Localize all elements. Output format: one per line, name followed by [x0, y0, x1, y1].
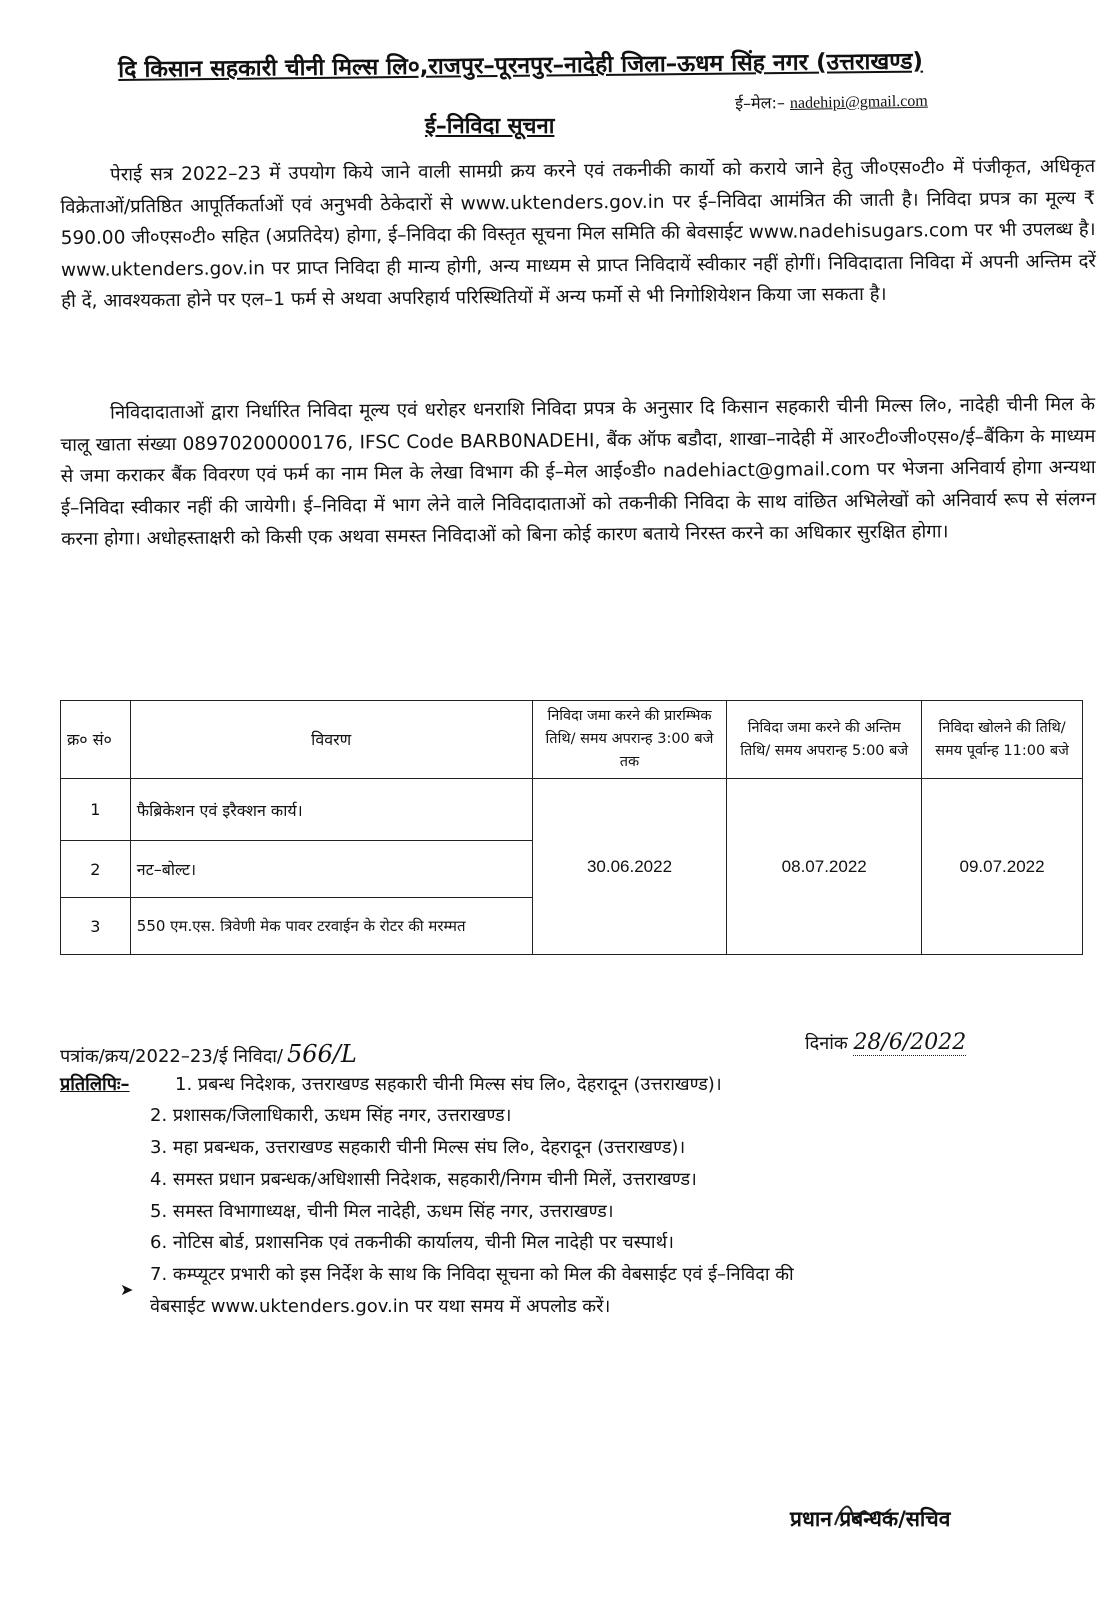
arrow-mark-icon: ➤	[120, 1280, 134, 1299]
row-number: 1	[61, 779, 131, 841]
header-sno: क्र० सं०	[61, 701, 131, 779]
reference-number	[60, 1040, 357, 1068]
reference-handwritten-number: 566/L	[286, 1040, 357, 1068]
list-item: 4. समस्त प्रधान प्रबन्धक/अधिशासी निदेशक, सहकारी/निगम चीनी मिलें, उत्तराखण्ड।	[150, 1169, 697, 1190]
header-start-date: निविदा जमा करने की प्रारम्भिक तिथि/ समय अपरान्ह 3:00 बजे तक	[532, 701, 727, 779]
email-address: nadehipi@gmail.com	[789, 92, 928, 113]
table-row	[61, 779, 1083, 841]
email-label: ई–मेल:–	[735, 93, 786, 113]
reference-label: पत्रांक/क्रय/2022–23/ई निविदा/	[60, 1046, 283, 1067]
header-description: विवरण	[130, 701, 532, 779]
list-item: 6. नोटिस बोर्ड, प्रशासनिक एवं तकनीकी कार्यालय, चीनी मिल नादेही पर चस्पार्थ।	[150, 1232, 674, 1253]
date-row	[805, 1030, 966, 1056]
row-number: 3	[61, 898, 131, 955]
notice-heading: ई–निविदा सूचना	[425, 114, 555, 139]
row-number: 2	[61, 841, 131, 898]
designation: प्रधान प्रबन्धक/सचिव	[790, 1507, 951, 1531]
table-header-row	[61, 701, 1083, 779]
mill-title: दि किसान सहकारी चीनी मिल्स लि०,राजपुर–पूरनपुर–नादेही जिला–ऊधम सिंह नगर (उत्तराखण्ड)	[118, 48, 924, 83]
list-item: 2. प्रशासक/जिलाधिकारी, ऊधम सिंह नगर, उत्तराखण्ड।	[150, 1105, 512, 1126]
list-item: वेबसाईट www.uktenders.gov.in पर यथा समय में अपलोड करें।	[150, 1296, 611, 1317]
header-last-date: निविदा जमा करने की अन्तिम तिथि/ समय अपरान्ह 5:00 बजे	[727, 701, 922, 779]
start-date-cell: 30.06.2022	[532, 779, 727, 955]
copy-to-label: प्रतिलिपिः–	[60, 1074, 130, 1095]
list-item: 7. कम्प्यूटर प्रभारी को इस निर्देश के साथ कि निविदा सूचना को मिल की वेबसाईट एवं ई–निविदा की	[150, 1264, 794, 1285]
row-description: फैब्रिकेशन एवं इरैक्शन कार्य।	[130, 779, 532, 841]
notice-paragraph-1: पेराई सत्र 2022–23 में उपयोग किये जाने वाली सामग्री क्रय करने एवं तकनीकी कार्यो को कराये जाने हेतु जी०एस०टी० में पंजीकृत, अधिकृत विक्रेताओं/प्रतिष्ठित आपूर्तिकर्ताओं एवं अनुभवी ठेकेदारों से www.uktenders.gov.in पर ई–निविदा आमंत्रित की जाती है। निविदा प्रपत्र का मूल्य ₹ 590.00 जी०एस०टी० सहित (अप्रतिदेय) होगा, ई–निविदा की विस्तृत सूचना मिल समिति की बेवसाईट www.nadehisugars.com पर भी उपलब्ध है। www.uktenders.gov.in पर प्राप्त निविदा ही मान्य होगी, अन्य माध्यम से प्राप्त निविदायें स्वीकार नहीं होगीं। निविदादाता निविदा में अपनी अन्तिम दरें ही दें, आवश्यकता होने पर एल–1 फर्म से अथवा अपरिहार्य परिस्थितियों में अन्य फर्मो से भी निगोशियेशन किया जा सकता है।	[60, 155, 1097, 313]
email-row	[735, 89, 928, 114]
row-description: 550 एम.एस. त्रिवेणी मेक पावर टरवाईन के रोटर की मरम्मत	[130, 898, 532, 955]
list-item: 3. महा प्रबन्धक, उत्तराखण्ड सहकारी चीनी मिल्स संघ लि०, देहरादून (उत्तराखण्ड)।	[150, 1137, 686, 1158]
open-date-cell: 09.07.2022	[922, 779, 1083, 955]
last-date-cell: 08.07.2022	[727, 779, 922, 955]
date-handwritten-value: 28/6/2022	[853, 1030, 967, 1055]
list-item: 1. प्रबन्ध निदेशक, उत्तराखण्ड सहकारी चीनी मिल्स संघ लि०, देहरादून (उत्तराखण्ड)।	[175, 1074, 722, 1095]
header-open-date: निविदा खोलने की तिथि/समय पूर्वान्ह 11:00 बजे	[922, 701, 1083, 779]
date-label: दिनांक	[805, 1033, 848, 1054]
tender-schedule-table	[60, 700, 1083, 955]
row-description: नट–बोल्ट।	[130, 841, 532, 898]
notice-paragraph-2: निविदादाताओं द्वारा निर्धारित निविदा मूल्य एवं धरोहर धनराशि निविदा प्रपत्र के अनुसार दि किसान सहकारी चीनी मिल्स लि०, नादेही चीनी मिल के चालू खाता संख्या 08970200000176, IFSC Code BARB0NADEHI, बैंक ऑफ बडौदा, शाखा–नादेही में आर०टी०जी०एस०/ई–बैंकिग के माध्यम से जमा कराकर बैंक विवरण एवं फर्म का नाम मिल के लेखा विभाग की ई–मेल आई०डी० nadehiact@gmail.com पर भेजना अनिवार्य होगा अन्यथा ई–निविदा स्वीकार नहीं की जायेगी। ई–निविदा में भाग लेने वाले निविदादाताओं को तकनीकी निविदा के साथ वांछित अभिलेखों को अनिवार्य रूप से संलग्न करना होगा। अधोहस्ताक्षरी को किसी एक अथवा समस्त निविदाओं को बिना कोई कारण बताये निरस्त करने का अधिकार सुरक्षित होगा।	[60, 393, 1097, 551]
list-item: 5. समस्त विभागाध्यक्ष, चीनी मिल नादेही, ऊधम सिंह नगर, उत्तराखण्ड।	[150, 1201, 614, 1222]
